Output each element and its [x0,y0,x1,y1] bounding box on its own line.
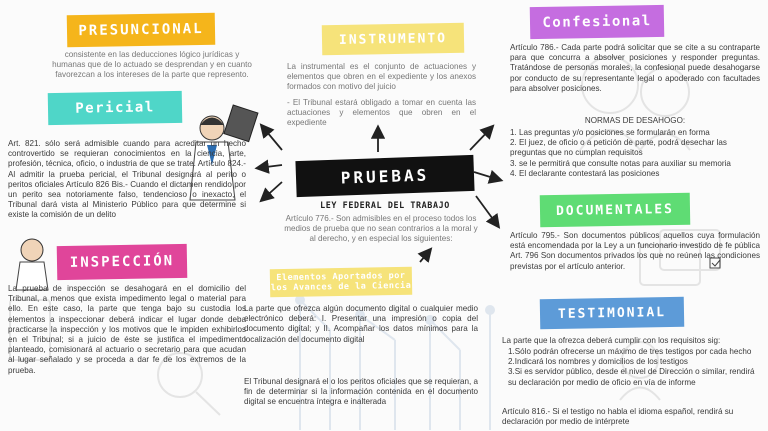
confesional-normas-list [510,128,760,179]
confesional-banner: Confesional [530,5,665,39]
pericial-banner: Pericial [48,91,183,125]
norma-item: 4. El declarante contestará las posiciones [510,168,660,178]
testimonial-item: 2.Indicará los nombres y domicilios de los testigos [508,357,688,367]
testimonial-intro: La parte que la ofrezca deberá cumplir con los requisitos sig: [502,336,721,345]
elementos-text-2: El Tribunal designará el o los peritos oficiales que se requieran, a fin de determinar si la información contenida en el documento digital se encuentra íntegra e inalterada [244,377,478,407]
confesional-normas-title: NORMAS DE DESAHOGO: [584,116,686,125]
pericial-text: Art. 821. sólo será admisible cuando para acreditar un hecho controvertido se requieran conocimientos en la ciencia, arte, profesión, técnica, oficio, o industria de que se trate. Artículo 824.- Al admitir la prueba pericial, el Tribunal designará al perito o peritos oficiales Artículo 826 Bis.- Cuando el dictamen rendido por un perito sea notoriamente falso, tendencioso o inexacto, el Tribunal dará vista al Ministerio Público para que determine si existe la comisión de un delito [8,139,246,220]
instrumento-text-1: La instrumental es el conjunto de actuaciones y elementos que obren en el expediente y los anexos formados con motivo del juicio [287,62,476,92]
confesional-text: Artículo 786.- Cada parte podrá solicitar que se cite a su contraparte para que concurra a absolver posiciones y responder preguntas. Tratándose de personas morales, la confesional puede desahogarse por conducto de su representante legal o apoderado con facultades para absolver posiciones. [510,43,760,93]
inspeccion-text: La prueba de inspección se desahogará en el domicilio del Tribunal, a menos que exista impedimento legal o material para ello. En este caso, la parte que tenga bajo su custodia los elementos a inspeccionar deberá indicar el lugar donde deba practicarse la inspección y los motivos que le impiden exhibirlos en el Tribunal; si a juicio de éste se justifica el impedimento planteado, comisionará al actuario o secretario para que acudan al lugar señalado y se proceda a dar fe de los extremos de la prueba. [8,284,246,375]
presuncional-banner: PRESUNCIONAL [67,13,216,48]
inspeccion-banner: INSPECCIÓN [57,244,188,280]
norma-item: 3. se le permitirá que consulte notas para auxiliar su memoria [510,158,731,168]
presuncional-text: consistente en las deducciones lógico jurídicas y humanas que de lo actuado se desprendan y en cuanto favorezcan a los intereses de la parte que represento. [52,50,252,80]
central-title: PRUEBAS [295,155,474,197]
documentales-banner: DOCUMENTALES [540,193,691,228]
norma-item: 1. Las preguntas y/o posiciones se formularán en forma [510,128,710,137]
central-subtitle: LEY FEDERAL DEL TRABAJO [320,200,450,210]
instrumento-banner: INSTRUMENTO [322,23,465,55]
central-intro: Artículo 776.- Son admisibles en el proceso todos los medios de prueba que no sean contrarios a la moral y al derecho, y en especial los siguientes: [284,214,478,244]
elementos-text-1: La parte que ofrezca algún documento digital o cualquier medio electrónico deberá: I. Presentar una impresión o copia del documento digital; y II. Acompañar los datos mínimos para la localización del documento digital [244,304,478,344]
documentales-text: Artículo 795.- Son documentos públicos aquellos cuya formulación está encomendada por la Ley a un funcionario investido de fe pública Art. 796 Son documentos privados los que no reúnen las condiciones previstas por el artículo anterior. [510,231,760,271]
elementos-banner: Elementos Aportados por los Avances de la Ciencia [270,267,412,297]
testimonial-art816: Artículo 816.- Si el testigo no habla el idioma español, rendirá su declaración por medio de intérprete [502,407,734,427]
testimonial-item: 1.Sólo podrán ofrecerse un máximo de tres testigos por cada hecho [508,347,752,356]
testimonial-banner: TESTIMONIAL [540,297,685,330]
testimonial-item: 3.Si es servidor público, desde el nivel de Dirección o similar, rendirá su declaración por medio de oficio en vía de informe [508,367,755,387]
instrumento-text-2: - El Tribunal estará obligado a tomar en cuenta las actuaciones y elementos que obren en el expediente [287,98,476,128]
testimonial-list [508,347,764,388]
norma-item: 2. El juez, de oficio o a petición de parte, podrá desechar las preguntas que no cumplan requisitos [510,138,727,158]
